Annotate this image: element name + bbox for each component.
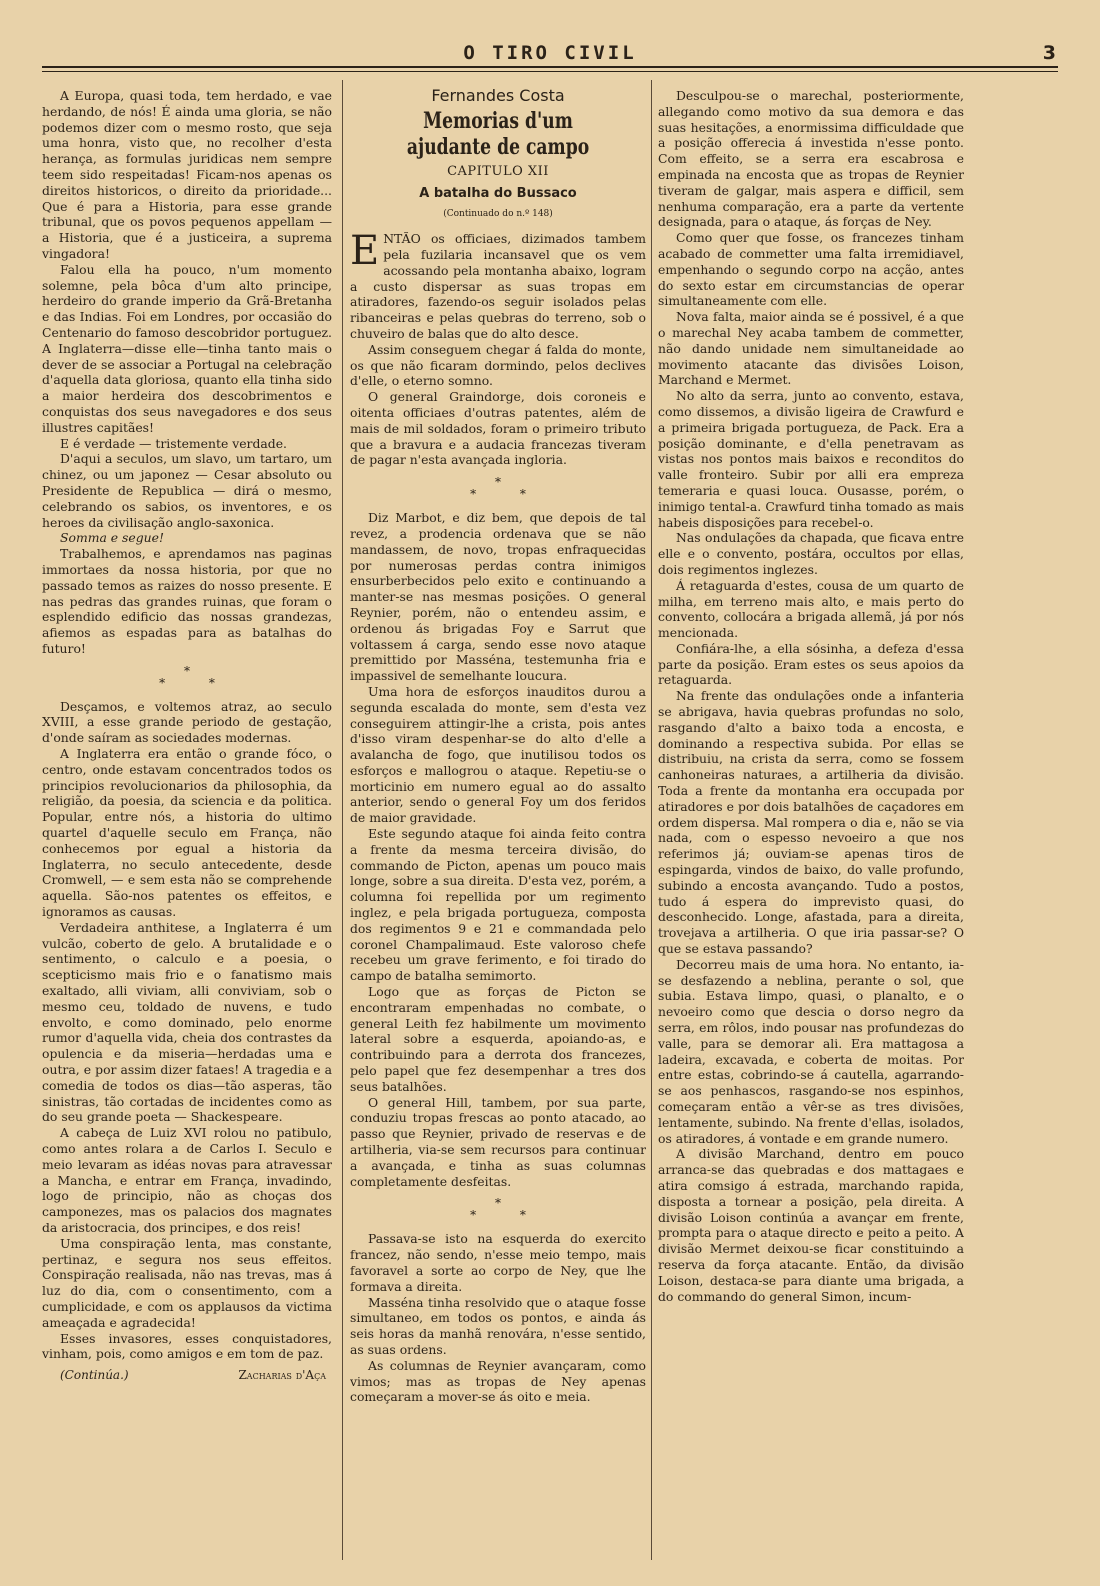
paragraph: As columnas de Reynier avançaram, como vimos; mas as tropas de Ney apenas começaram a mover-se ás oito e meia. <box>350 1357 646 1405</box>
paragraph: Confiára-lhe, a ella sósinha, a defeza d'essa parte da posição. Eram estes os seus apoios da retaguarda. <box>658 640 964 688</box>
paragraph: Como quer que fosse, os francezes tinham acabado de commetter uma falta irremidiavel, empenhando o segundo corpo na acção, antes do sexto estar em circumstancias de operar simultaneamente com elle. <box>658 230 964 309</box>
article-subhead: A batalha do Bussaco <box>419 185 577 201</box>
paragraph: Uma conspiração lenta, mas constante, pertinaz, e segura nos seus effeitos. Conspiração realisada, não nas trevas, mas á luz do dia, com o consentimento, com a cumplicidade, e com os applausos da victima ameaçada e agradecida! <box>42 1235 332 1330</box>
paragraph: Desçamos, e voltemos atraz, ao seculo XVIII, a esse grande periodo de gestação, d'onde saíram as sociedades modernas. <box>42 698 332 746</box>
paragraph: A cabeça de Luiz XVI rolou no patibulo, como antes rolara a de Carlos I. Seculo e meio levaram as idéas novas para atravessar a Mancha, e entrar em França, invadindo, logo de principio, não as choças dos camponezes, mas os palacios dos magnates da aristocracia, dos principes, e dos reis! <box>42 1125 332 1235</box>
column-2 <box>350 88 646 1556</box>
ornament-star: * <box>495 1196 501 1211</box>
paragraph: Desculpou-se o marechal, posteriormente, allegando como motivo da sua demora e das suas hesitações, a enormissima difficuldade que a posição offerecia á investida n'esse ponto. Com effeito, se a serra era escabrosa e empinada na encosta que as tropas de Reynier tiveram de galgar, mais aspera e difficil, sem nenhuma comparação, era a parte da vertente designada, para o ataque, ás forças de Ney. <box>658 88 964 230</box>
ornament-stars-row: * * <box>159 675 235 690</box>
header-rule-thick <box>42 66 1058 68</box>
paragraph: Á retaguarda d'estes, cousa de um quarto de milha, em terreno mais alto, e mais perto do convento, collocára a brigada allemã, já por nós mencionada. <box>658 577 964 641</box>
section-ornament <box>350 1197 646 1221</box>
paragraph: O general Graindorge, dois coroneis e oitenta officiaes d'outras patentes, além de mais de mil soldados, foram o primeiro tributo que a bravura e a audacia francezas tiveram de pagar n'esta avançada ingloria. <box>350 389 646 468</box>
paragraph: Falou ella ha pouco, n'um momento solemne, pela bôca d'um alto principe, herdeiro do grande imperio da Grã-Bretanha e das Indias. Foi em Londres, por occasião do Centenario do famoso descobridor portuguez. A Inglaterra—disse elle—tinha tanto mais o dever de se associar a Portugal na celebração d'aquella data gloriosa, quanto ella tinha sido a maior herdeira dos descobrimentos e conquistas dos seus navegadores e dos seus illustres capitães! <box>42 261 332 435</box>
page-number: 3 <box>1042 42 1056 64</box>
paragraph: A divisão Marchand, dentro em pouco arranca-se das quebradas e dos mattagaes e atira comsigo á estrada, marchando rapida, disposta a tornear a posição, pela direita. A divisão Loison continúa a avançar em frente, prompta para o ataque directo e peito a peito. A divisão Mermet deixou-se ficar constituindo a reserva da força atacante. Então, da divisão Loison, destaca-se para diante uma brigada, a do commando do general Simon, incum- <box>658 1146 964 1304</box>
paragraph: Logo que as forças de Picton se encontraram empenhadas no combate, o general Leith fez habilmente um movimento lateral sobre a esquerda, apoiando-as, e contribuindo para a derrota dos francezes, pelo papel que fez desempenhar a tres dos seus batalhões. <box>350 984 646 1094</box>
paragraph: Verdadeira anthitese, a Inglaterra é um vulcão, coberto de gelo. A brutalidade e o sentimento, o calculo e a poesia, o scepticismo mais frio e o fanatismo mais exaltado, alli viviam, alli conviviam, sob o mesmo ceu, toldado de nuvens, e tudo envolto, e como dominado, pelo enorme rumor d'aquella vida, cheia dos contrastes da opulencia e da miseria—herdadas uma e outra, e por assim dizer fataes! A tragedia e a comedia de todos os dias—tão asperas, tão sinistras, tão cortadas de incidentes como as do seu grande poeta — Shackespeare. <box>42 919 332 1125</box>
paragraph: No alto da serra, junto ao convento, estava, como dissemos, a divisão ligeira de Crawfurd e a primeira brigada portugueza, de Pack. Era a posição dominante, e d'ella penetravam as vistas nos pontos mais baixos e reconditos do valle fronteiro. Subir por alli era empreza temeraria e quasi louca. Ousasse, porém, o inimigo tental-a. Crawfurd tinha tomado as mais habeis disposições para recebel-o. <box>658 388 964 530</box>
author-signature: Zacharias d'Aça <box>238 1368 326 1383</box>
paragraph: E é verdade — tristemente verdade. <box>60 435 287 451</box>
section-ornament <box>350 476 646 500</box>
paragraph: Diz Marbot, e diz bem, que depois de tal revez, a prodencia ordenava que se não mandassem, de novo, tropas enfraquecidas por numerosas perdas contra inimigos ensurberbecidos pelo exito e continuando a manter-se nas mesmas posições. O general Reynier, porém, não o entendeu assim, e ordenou ás brigadas Foy e Sarrut que voltassem á carga, sendo esse novo ataque premittido por Masséna, testemunha fria e impassivel de semelhante loucura. <box>350 510 646 684</box>
header-rule-thin <box>42 71 1058 72</box>
article-author: Fernandes Costa <box>431 88 565 105</box>
paragraph: Nas ondulações da chapada, que ficava entre elle e o convento, postára, occultos por ellas, dois regimentos inglezes. <box>658 530 964 577</box>
ornament-star: * <box>184 663 190 678</box>
ornament-stars-row: * * <box>470 1208 546 1223</box>
paragraph: Uma hora de esforços inauditos durou a segunda escalada do monte, sem d'esta vez conseguirem attingir-lhe a crista, pois antes d'isso viram despenhar-se do alto d'elle a avalancha de fogo, que inutilisou todos os esforços e mallogrou o ataque. Repetiu-se o morticinio em numero egual ao do assalto anterior, sendo o general Foy um dos feridos de maior gravidade. <box>350 683 646 826</box>
paragraph: O general Hill, tambem, por sua parte, conduziu tropas frescas ao ponto atacado, ao passo que Reynier, privado de reservas e de artilheria, via-se sem recursos para continuar a avançada, e tinha as suas columnas completamente desfeitas. <box>350 1094 646 1189</box>
italic-phrase: Somma e segue! <box>60 530 164 546</box>
paragraph: D'aqui a seculos, um slavo, um tartaro, um chinez, ou um japonez — Cesar absoluto ou Presidente de Republica — dirá o mesmo, celebrando os sabios, os inventores, e os heroes da civilisação anglo-saxonica. <box>42 451 332 530</box>
paragraph: Assim conseguem chegar á falda do monte, os que não ficaram dormindo, pelos declives d'elle, o eterno somno. <box>350 341 646 389</box>
chapter-label: CAPITULO XII <box>447 163 549 179</box>
paragraph: Esses invasores, esses conquistadores, vinham, pois, como amigos e em tom de paz. <box>42 1330 332 1362</box>
paragraph: Nova falta, maior ainda se é possivel, é a que o marechal Ney acaba tambem de commetter, não dando unidade nem simultaneidade ao movimento atacante das divisões Loison, Marchand e Mermet. <box>658 309 964 388</box>
column-divider-2 <box>651 80 652 1560</box>
paragraph: Passava-se isto na esquerda do exercito francez, não sendo, n'esse meio tempo, mais favoravel a sorte ao corpo de Ney, que lhe formava a direita. <box>350 1231 646 1294</box>
paragraph-italic <box>42 530 332 546</box>
paragraph: Este segundo ataque foi ainda feito contra a frente da mesma terceira divisão, do commando de Picton, apenas um pouco mais longe, sobre a sua direita. D'esta vez, porém, a columna foi repellida por um regimento inglez, e pela brigada portugueza, composta dos regimentos 9 e 21 e commandada pelo coronel Champalimaud. Este valoroso chefe recebeu um grave ferimento, e foi tirado do campo de batalha semimorto. <box>350 826 646 984</box>
newspaper-title: O TIRO CIVIL <box>463 42 637 64</box>
paragraph: Na frente das ondulações onde a infanteria se abrigava, havia quebras profundas no solo, rasgando d'alto a baixo toda a encosta, e dominando a respectiva subida. Por ellas se distribuiu, na crista da serra, como se fossem canhoneiras naturaes, a artilheria da divisão. Toda a frente da montanha era occupada por atiradores e por dois batalhões de caçadores em ordem dispersa. Mal rompera o dia e, não se via nada, com o espesso nevoeiro a que nos referimos já; ouviam-se apenas tiros de espingarda, vindos de baixo, do valle profundo, subindo a encosta avançando. Tudo a postos, tudo á espera do imprevisto quasi, do desconhecido. Longe, afastada, para a direita, trovejava a artilheria. O que iria passar-se? O que se estava passando? <box>658 688 964 957</box>
section-ornament <box>42 665 332 689</box>
paragraph: Trabalhemos, e aprendamos nas paginas immortaes da nossa historia, por que no passado temos as raizes do nosso presente. E nas pedras das grandes ruinas, que foram o esplendido edificio das nossas grandezas, afiemos as espadas para as batalhas do futuro! <box>42 546 332 656</box>
ornament-stars-row: * * <box>470 487 546 502</box>
continues-note: (Continúa.) <box>60 1368 129 1383</box>
first-paragraph-text: NTÃO os officiaes, dizimados tambem pela fuzilaria incansavel que os vem acossando pela montanha abaixo, logram a custo dispersar as suas tropas em atiradores, fazendo-os seguir isolados pelas ribanceiras e pelas quebras do terreno, sob o chuveiro de balas que do alto desce. <box>350 231 646 341</box>
column-1 <box>42 88 332 1556</box>
first-paragraph <box>350 228 646 342</box>
paragraph: A Inglaterra era então o grande fóco, o centro, onde estavam concentrados todos os principios revolucionarios da philosophia, da religião, da poesia, da sciencia e da politica. Popular, entre nós, a historia do ultimo quartel d'aquelle seculo em França, não conhecemos por egual a historia da Inglaterra, no seculo antecedente, desde Cromwell, — e sem esta não se comprehende aquella. São-nos patentes os effeitos, e ignoramos as causas. <box>42 746 332 920</box>
ornament-star: * <box>495 475 501 490</box>
paragraph: Decorreu mais de uma hora. No entanto, ia-se desfazendo a neblina, perante o sol, que subia. Estava limpo, quasi, o planalto, e o nevoeiro como que descia o dorso negro da serra, em rôlos, indo pousar nas profundezas do valle, para se demorar ali. Era mattagosa a ladeira, excavada, e coberta de moitas. Por entre estas, cobrindo-se á cautella, agarrando-se aos penhascos, rasgando-se nos espinhos, começaram então a vêr-se as tres divisões, lentamente, subindo. Na frente d'ellas, isolados, os atiradores, á vontade e em grande numero. <box>658 956 964 1146</box>
continuation-note: (Continuado do n.º 148) <box>443 209 553 220</box>
article-headline: Memorias d'um ajudante de campo <box>406 107 590 160</box>
paragraph: Masséna tinha resolvido que o ataque fosse simultaneo, em todos os pontos, e ainda ás seis horas da manhã renovára, n'esse sentido, as suas ordens. <box>350 1294 646 1357</box>
column-divider-1 <box>342 80 343 1560</box>
article-signature <box>42 1368 332 1384</box>
column-3 <box>658 88 964 1556</box>
paragraph: A Europa, quasi toda, tem herdado, e vae herdando, de nós! É ainda uma gloria, se não podemos dizer com o mesmo rosto, que seja uma honra, visto que, no recolher d'esta herança, as formulas juridicas nem sempre teem sido respeitadas! Ficam-nos apenas os direitos historicos, o direito da prioridade... Que é para a Historia, para esse grande tribunal, que os povos pequenos appellam — a Historia, que é a justiceira, a suprema vingadora! <box>42 88 332 261</box>
drop-cap: E <box>350 228 380 275</box>
